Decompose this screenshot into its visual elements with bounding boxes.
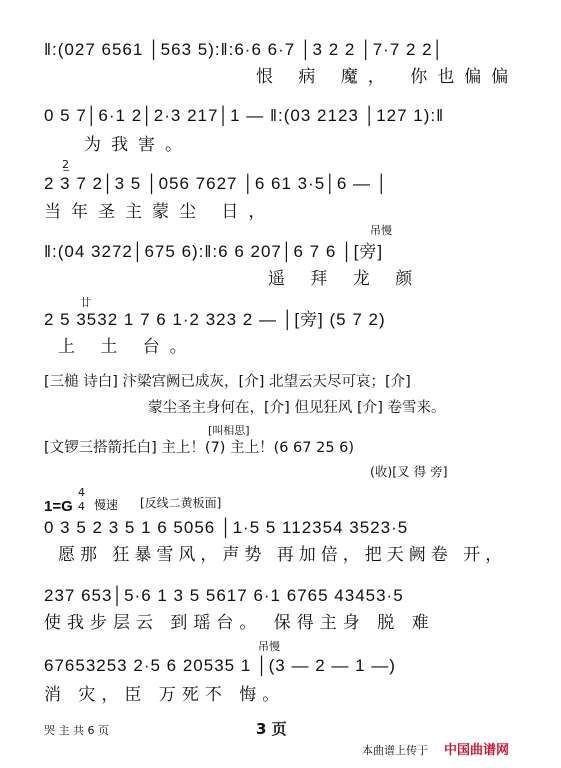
notation-line-4: ‖:(04 3272│675 6):‖:6 6 207│6 7 6 │[旁] <box>44 242 384 261</box>
dialogue-line-1: [三槌 诗白] 汴梁宫阙已成灰，[介] 北望云天尽可哀；[介] <box>44 374 411 390</box>
lyrics-line-3: 当年圣主蒙尘 日， <box>44 202 276 222</box>
grace-mark: 2̲ <box>62 158 69 171</box>
notation-line-1: ‖:(027 6561 │563 5):‖:6·6 6·7 │3 2 2 │7·7 2 2│ <box>44 40 445 59</box>
sa-mark: 廿 <box>80 296 91 309</box>
notation-line-5: 2 5 3532 1 7 6 1·2 323 2 — │[旁] (5 7 2) <box>44 310 386 329</box>
dialogue-line-3: [文锣三搭箭托白] 主上！(7) 主上！(6 67 25 6) <box>44 440 355 456</box>
upload-note: 本曲谱上传于 <box>362 744 428 757</box>
site-logo: 中国曲谱网 <box>444 743 510 758</box>
tempo-section: [反线二黄板面] <box>140 496 222 510</box>
lyrics-line-1: 恨 病 魔， 你也偏偏 <box>256 67 519 87</box>
jiaoxiangsi-label: [叫相思] <box>208 424 250 437</box>
lyrics-line-2: 为我害。 <box>84 135 192 155</box>
notation-line-2: 0 5 7│6·1 2│2·3 217│1 — ‖:(03 2123 │127 1):‖ <box>44 106 445 125</box>
lyrics-line-7: 使我步层云 到瑶台。 保得主身 脱 难 <box>44 613 435 633</box>
tempo-speed: 慢速 <box>94 498 119 512</box>
notation-line-6: 0 3 5 2 3 5 1 6 5056 │1·5 5 112354 3523·5 <box>44 518 409 537</box>
notation-line-8: 67653253 2·5 6 20535 1 │(3 — 2 — 1 —) <box>44 656 396 675</box>
diaoman-mark-2: 吊慢 <box>258 640 280 653</box>
notation-line-3: 2 3 7 2│3 5 │056 7627 │6 61 3·5│6 — │ <box>44 174 389 193</box>
key-signature: 1=G <box>44 498 73 515</box>
page-number: 3 页 <box>256 720 287 738</box>
lyrics-line-8: 消 灾，臣 万死不 悔。 <box>44 685 286 705</box>
lyrics-line-4: 遥 拜 龙 颜 <box>268 269 423 289</box>
dialogue-line-2: 蒙尘圣主身何在，[介] 但见狂风 [介] 卷雪来。 <box>148 400 446 416</box>
notation-line-7: 237 653│5·6 1 3 5 5617 6·1 6765 43453·5 <box>44 586 404 605</box>
lyrics-line-6: 愿那 狂暴雪风，声势 再加倍，把天阙卷 开， <box>58 545 508 565</box>
dialogue-line-3-sub: (收)[叉 得 旁] <box>370 464 448 479</box>
diaoman-mark-1: 吊慢 <box>370 224 392 237</box>
meter-bottom: 4 <box>78 500 85 513</box>
lyrics-line-5: 上 土 台。 <box>58 337 197 357</box>
meter-top: 4 <box>78 486 85 499</box>
footer-title: 哭 主 共 6 页 <box>44 724 109 737</box>
